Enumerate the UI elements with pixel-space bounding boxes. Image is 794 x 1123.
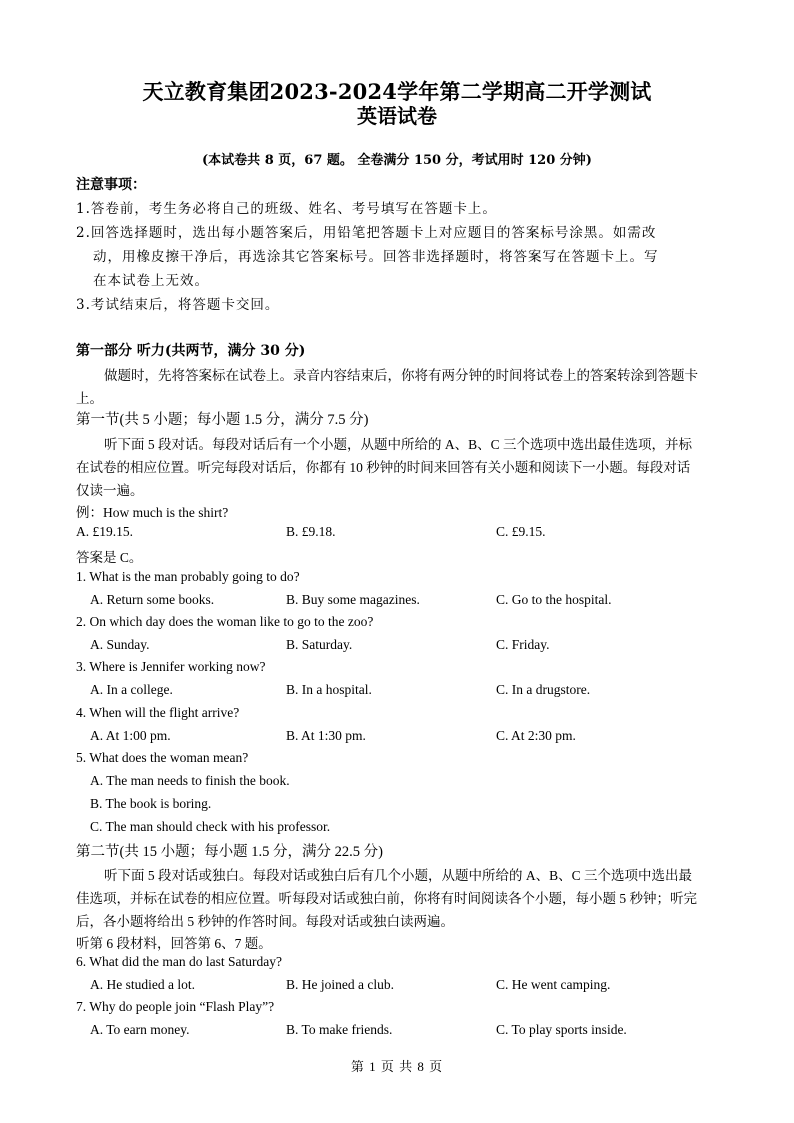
question-3-option-b: B. In a hospital. xyxy=(286,682,372,697)
part1-heading: 第一部分 听力(共两节，满分 30 分) xyxy=(76,343,306,359)
example-option-b: B. £9.18. xyxy=(286,524,336,539)
question-5-option-b: B. The book is boring. xyxy=(90,796,212,811)
note-item-2-line-1: 2.回答选择题时，选出每小题答案后，用铅笔把答题卡上对应题目的答案标号涂黑。如需改 xyxy=(76,225,657,241)
question-7-option-c: C. To play sports inside. xyxy=(496,1022,627,1037)
example-option-c: C. £9.15. xyxy=(496,524,546,539)
example-option-a: A. £19.15. xyxy=(76,524,133,539)
question-4: 4. When will the flight arrive? xyxy=(76,705,240,720)
question-4-option-c: C. At 2:30 pm. xyxy=(496,728,576,743)
question-2-option-a: A. Sunday. xyxy=(90,637,150,652)
question-4-option-a: A. At 1:00 pm. xyxy=(90,728,171,743)
part1-intro-line-1: 做题时，先将答案标在试卷上。录音内容结束后，你将有两分钟的时间将试卷上的答案转涂到答题卡 xyxy=(104,368,698,383)
section2-instr-line-2: 佳选项，并标在试卷的相应位置。听每段对话或独白前，你将有时间阅读各个小题，每小题 5 秒钟；听完 xyxy=(76,891,697,906)
question-5-option-a: A. The man needs to finish the book. xyxy=(90,773,290,788)
note-item-2-line-3: 在本试卷上无效。 xyxy=(93,273,209,289)
question-1-option-a: A. Return some books. xyxy=(90,592,215,607)
note-item-1: 1.答卷前，考生务必将自己的班级、姓名、考号填写在答题卡上。 xyxy=(76,201,497,217)
material-6-label: 听第 6 段材料，回答第 6、7 题。 xyxy=(76,936,272,951)
question-3-option-c: C. In a drugstore. xyxy=(496,682,591,697)
section2-instr-line-3: 后，各小题将给出 5 秒钟的作答时间。每段对话或独白读两遍。 xyxy=(76,914,454,929)
page-footer: 第 1 页 共 8 页 xyxy=(350,1059,444,1074)
question-1-option-c: C. Go to the hospital. xyxy=(496,592,612,607)
question-5: 5. What does the woman mean? xyxy=(76,750,249,765)
question-6-option-b: B. He joined a club. xyxy=(286,977,394,992)
question-2-option-b: B. Saturday. xyxy=(286,637,353,652)
note-item-3: 3.考试结束后，将答题卡交回。 xyxy=(76,297,280,313)
exam-info: (本试卷共 8 页，67 题。 全卷满分 150 分，考试用时 120 分钟) xyxy=(202,153,592,168)
question-6: 6. What did the man do last Saturday? xyxy=(76,954,282,969)
question-6-option-c: C. He went camping. xyxy=(496,977,611,992)
question-7: 7. Why do people join “Flash Play”? xyxy=(76,999,275,1014)
exam-subtitle: 英语试卷 xyxy=(357,104,437,128)
question-3: 3. Where is Jennifer working now? xyxy=(76,659,266,674)
example-answer: 答案是 C。 xyxy=(76,550,143,565)
question-7-option-b: B. To make friends. xyxy=(286,1022,393,1037)
question-1: 1. What is the man probably going to do? xyxy=(76,569,300,584)
question-6-option-a: A. He studied a lot. xyxy=(90,977,195,992)
question-1-option-b: B. Buy some magazines. xyxy=(286,592,420,607)
notes-heading: 注意事项： xyxy=(76,177,146,193)
question-3-option-a: A. In a college. xyxy=(90,682,173,697)
question-5-option-c: C. The man should check with his professor. xyxy=(90,819,331,834)
question-2: 2. On which day does the woman like to go to the zoo? xyxy=(76,614,374,629)
question-7-option-a: A. To earn money. xyxy=(90,1022,190,1037)
exam-title: 天立教育集团2023-2024学年第二学期高二开学测试 xyxy=(142,79,652,104)
part1-intro-line-2: 上。 xyxy=(76,391,103,406)
example-question: 例：How much is the shirt? xyxy=(76,505,229,520)
section1-instr-line-1: 听下面 5 段对话。每段对话后有一个小题，从题中所给的 A、B、C 三个选项中选出最佳选项，并标 xyxy=(104,437,693,452)
section1-instr-line-2: 在试卷的相应位置。听完每段对话后，你都有 10 秒钟的时间来回答有关小题和阅读下一小题。每段对话 xyxy=(76,460,691,475)
section1-heading: 第一节(共 5 小题；每小题 1.5 分，满分 7.5 分) xyxy=(76,412,369,428)
section1-instr-line-3: 仅读一遍。 xyxy=(76,483,144,498)
question-4-option-b: B. At 1:30 pm. xyxy=(286,728,366,743)
note-item-2-line-2: 动，用橡皮擦干净后，再选涂其它答案标号。回答非选择题时，将答案写在答题卡上。写 xyxy=(93,249,659,265)
question-2-option-c: C. Friday. xyxy=(496,637,550,652)
section2-heading: 第二节(共 15 小题；每小题 1.5 分，满分 22.5 分) xyxy=(76,844,383,860)
section2-instr-line-1: 听下面 5 段对话或独白。每段对话或独白后有几个小题，从题中所给的 A、B、C 三个选项中选出最 xyxy=(104,868,693,883)
